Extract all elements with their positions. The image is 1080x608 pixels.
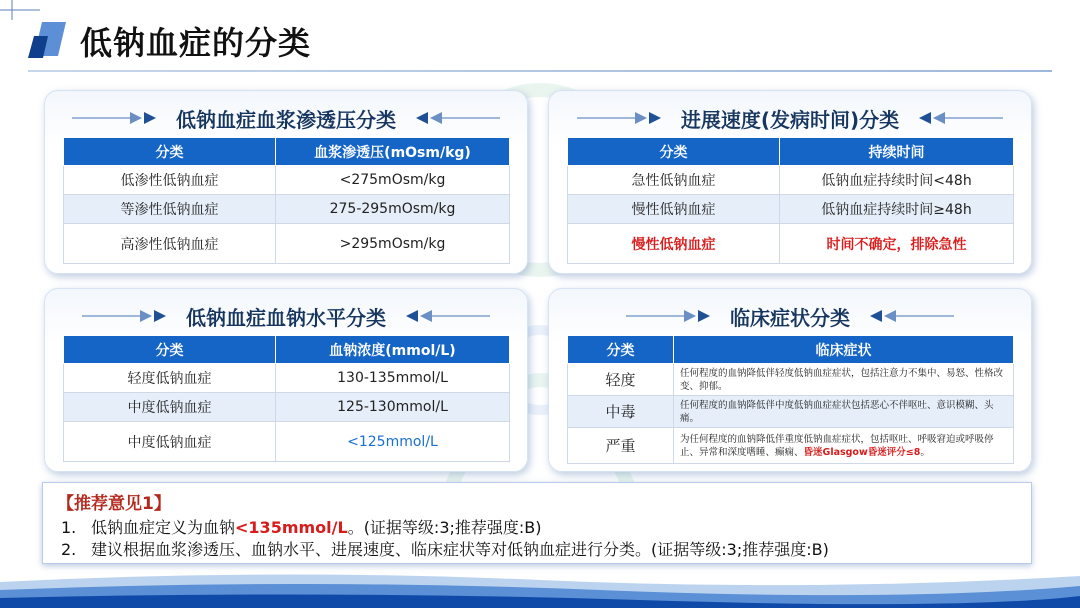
table-cell: <275mOsm/kg	[276, 166, 510, 195]
table-row	[64, 393, 510, 422]
arrow-left-decoration-icon	[864, 307, 954, 325]
progression-speed-panel	[548, 90, 1032, 274]
title-divider	[28, 70, 1052, 72]
table-row	[568, 428, 1014, 464]
table-row	[64, 422, 510, 462]
panel-header	[45, 299, 527, 333]
item-text: 建议根据血浆渗透压、血钠水平、进展速度、临床症状等对低钠血症进行分类。(证据等级:3;推荐强度:B)	[91, 540, 829, 559]
column-header: 分类	[568, 138, 780, 166]
table-row	[64, 195, 510, 224]
panel-title: 进展速度(发病时间)分类	[680, 107, 900, 132]
arrow-left-decoration-icon	[913, 109, 1003, 127]
sodium-level-table	[63, 335, 510, 462]
arrow-right-decoration-icon	[577, 109, 667, 127]
table-cell: 高渗性低钠血症	[64, 224, 276, 264]
recommendation-title: 【推荐意见1】	[57, 494, 171, 514]
desc-text: 为任何程度的血钠降低伴重度低钠血症症状，包括呕吐、呼吸窘迫或呼吸停止、异常和深度嗜睡、癫痫、	[680, 433, 994, 458]
table-cell	[674, 428, 1014, 464]
table-row	[64, 364, 510, 393]
panel-header	[45, 101, 527, 135]
table-row	[568, 364, 1014, 396]
clinical-symptom-panel	[548, 288, 1032, 472]
item-number: 2.	[61, 540, 77, 559]
arrow-left-decoration-icon	[410, 109, 500, 127]
panel-title: 低钠血症血钠水平分类	[186, 305, 386, 330]
table-cell: 慢性低钠血症	[568, 195, 780, 224]
item-text: 。(证据等级:3;推荐强度:B)	[347, 518, 542, 537]
arrow-right-decoration-icon	[626, 307, 716, 325]
table-row	[64, 166, 510, 195]
recommendation-box	[42, 482, 1032, 564]
item-highlight: <135mmol/L	[235, 518, 348, 537]
sodium-level-panel	[44, 288, 528, 472]
osmolality-panel	[44, 90, 528, 274]
table-cell: 低渗性低钠血症	[64, 166, 276, 195]
arrow-right-decoration-icon	[82, 307, 172, 325]
panel-header	[549, 101, 1031, 135]
table-cell: 低钠血症持续时间≥48h	[780, 195, 1014, 224]
column-header: 持续时间	[780, 138, 1014, 166]
table-cell: <125mmol/L	[276, 422, 510, 462]
table-cell: 严重	[568, 428, 674, 464]
table-row	[568, 224, 1014, 264]
table-cell: 时间不确定，排除急性	[780, 224, 1014, 264]
table-cell: 任何程度的血钠降低伴轻度低钠血症症状，包括注意力不集中、易怒、性格改变、抑郁。	[674, 364, 1014, 396]
table-cell: 125-130mmol/L	[276, 393, 510, 422]
desc-highlight: 昏迷Glasgow昏迷评分≤8	[803, 446, 921, 458]
slanted-blue-bar-logo-icon	[28, 20, 68, 60]
column-header: 血钠浓度(mmol/L)	[276, 336, 510, 364]
table-cell: 急性低钠血症	[568, 166, 780, 195]
column-header: 分类	[568, 336, 674, 364]
blue-wave-footer-icon	[0, 560, 1080, 608]
table-cell: 轻度	[568, 364, 674, 396]
panel-title: 低钠血症血浆渗透压分类	[176, 107, 396, 132]
table-cell: 130-135mmol/L	[276, 364, 510, 393]
table-cell: 等渗性低钠血症	[64, 195, 276, 224]
table-cell: 任何程度的血钠降低伴中度低钠血症症状包括恶心不伴呕吐、意识模糊、头痛。	[674, 396, 1014, 428]
table-cell: >295mOsm/kg	[276, 224, 510, 264]
table-cell: 低钠血症持续时间<48h	[780, 166, 1014, 195]
table-row	[568, 195, 1014, 224]
table-row	[64, 224, 510, 264]
column-header: 分类	[64, 336, 276, 364]
column-header: 分类	[64, 138, 276, 166]
table-cell: 慢性低钠血症	[568, 224, 780, 264]
panel-header	[549, 299, 1031, 333]
clinical-symptom-table	[567, 335, 1014, 464]
item-text: 低钠血症定义为血钠	[91, 518, 236, 537]
panel-title: 临床症状分类	[730, 305, 850, 330]
table-cell: 轻度低钠血症	[64, 364, 276, 393]
recommendation-item	[61, 515, 542, 538]
table-row	[568, 396, 1014, 428]
page-title: 低钠血症的分类	[80, 24, 312, 62]
desc-text: 。	[920, 446, 930, 458]
table-row	[568, 166, 1014, 195]
column-header: 血浆渗透压(mOsm/kg)	[276, 138, 510, 166]
column-header: 临床症状	[674, 336, 1014, 364]
item-number: 1.	[61, 518, 77, 537]
arrow-left-decoration-icon	[400, 307, 490, 325]
table-cell: 中度低钠血症	[64, 422, 276, 462]
table-cell: 275-295mOsm/kg	[276, 195, 510, 224]
arrow-right-decoration-icon	[72, 109, 162, 127]
table-cell: 中度低钠血症	[64, 393, 276, 422]
recommendation-item	[61, 537, 829, 560]
table-cell: 中毒	[568, 396, 674, 428]
osmolality-table	[63, 137, 510, 264]
progression-speed-table	[567, 137, 1014, 264]
